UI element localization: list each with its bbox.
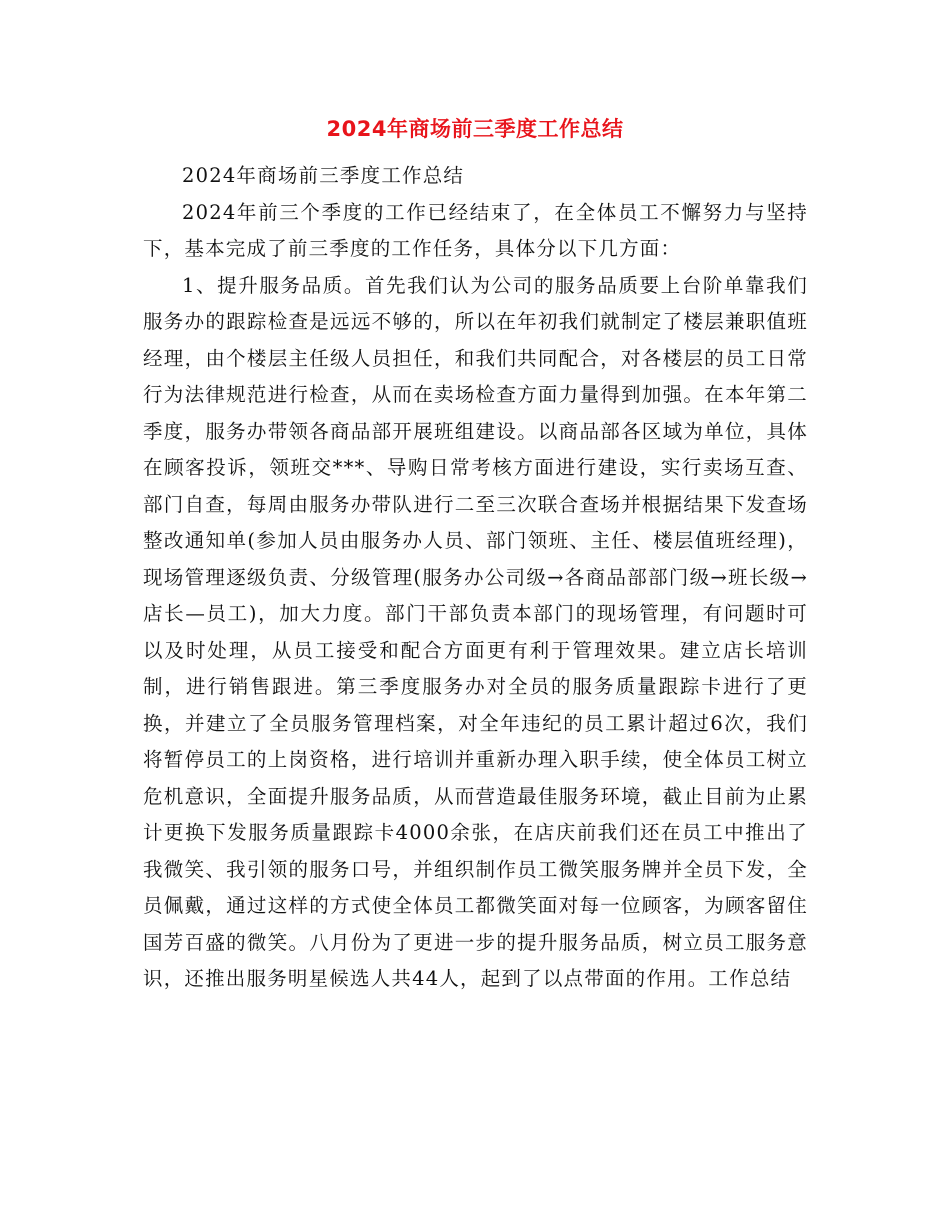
document-title: 2024年商场前三季度工作总结 [326, 117, 624, 141]
paragraph-service-quality: 1、提升服务品质。首先我们认为公司的服务品质要上台阶单靠我们服务办的跟踪检查是远远不够的，所以在年初我们就制定了楼层兼职值班经理，由个楼层主任级人员担任，和我们共同配合，对各楼层的员工日常行为法律规范进行检查，从而在卖场检查方面力量得到加强。在本年第二季度，服务办带领各商品部开展班组建设。以商品部各区域为单位，具体在顾客投诉，领班交***、导购日常考核方面进行建设，实行卖场互查、部门自查，每周由服务办带队进行二至三次联合查场并根据结果下发查场整改通知单(参加人员由服务办人员、部门领班、主任、楼层值班经理)，现场管理逐级负责、分级管理(服务办公司级→各商品部部门级→班长级→店长—员工)，加大力度。部门干部负责本部门的现场管理，有问题时可以及时处理，从员工接受和配合方面更有利于管理效果。建立店长培训制，进行销售跟进。第三季度服务办对全员的服务质量跟踪卡进行了更换，并建立了全员服务管理档案，对全年违纪的员工累计超过6次，我们将暂停员工的上岗资格，进行培训并重新办理入职手续，使全体员工树立危机意识，全面提升服务品质，从而营造最佳服务环境，截止目前为止累计更换下发服务质量跟踪卡4000余张，在店庆前我们还在员工中推出了我微笑、我引领的服务口号，并组织制作员工微笑服务牌并全员下发，全员佩戴，通过这样的方式使全体员工都微笑面对每一位顾客，为顾客留住国芳百盛的微笑。八月份为了更进一步的提升服务品质，树立员工服务意识，还推出服务明星候选人共44人，起到了以点带面的作用。工作总结 [143, 273, 808, 990]
paragraph-subtitle: 2024年商场前三季度工作总结 [182, 164, 465, 187]
paragraph-intro: 2024年前三个季度的工作已经结束了，在全体员工不懈努力与坚持下，基本完成了前三季度的工作任务，具体分以下几方面： [143, 200, 808, 260]
document-body [143, 158, 808, 998]
